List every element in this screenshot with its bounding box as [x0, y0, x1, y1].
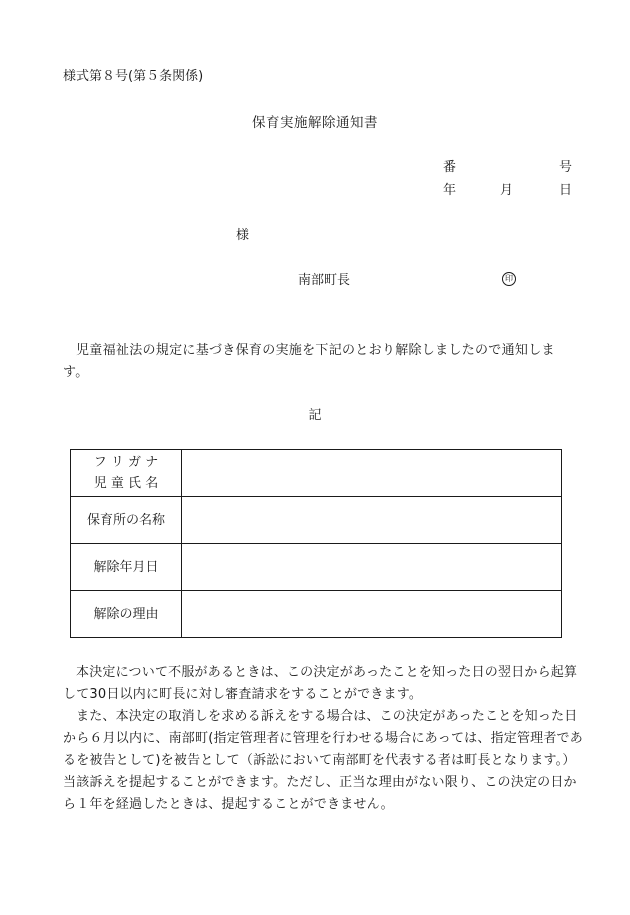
- legal-notice: [63, 662, 583, 816]
- notice-paragraph-lawsuit: また、本決定の取消しを求める訴えをする場合は、この決定があったことを知った日から６月以内に、南部町(指定管理者に管理を行わせる場合にあっては、指定管理者であるを被告として)を被告として（訴訟において南部町を代表する者は町長となります。）当該訴えを提起することができます。ただし、正当な理由がない限り、この決定の日から１年を経過したときは、提起することができません。: [63, 709, 583, 812]
- child-name-value: [182, 450, 562, 497]
- date-year-label: 年: [443, 183, 457, 198]
- cancel-date-value: [182, 544, 562, 591]
- child-name-label: 児 童 氏 名: [93, 476, 159, 491]
- document-title: 保育実施解除通知書: [252, 115, 378, 131]
- date-day-label: 日: [559, 183, 573, 198]
- table-row: [71, 544, 562, 591]
- addressee-honorific: 様: [236, 228, 250, 243]
- issuer-name: 南部町長: [298, 273, 351, 288]
- document-number-suffix: 号: [559, 160, 573, 175]
- table-row: [71, 591, 562, 638]
- cancel-date-label: 解除年月日: [71, 544, 182, 591]
- notice-paragraph-appeal: 本決定について不服があるときは、この決定があったことを知った日の翌日から起算して30日以内に町長に対し審査請求をすることができます。: [63, 665, 578, 702]
- table-row: [71, 497, 562, 544]
- date-month-label: 月: [500, 183, 514, 198]
- nursery-name-label: 保育所の名称: [71, 497, 182, 544]
- cancel-reason-label: 解除の理由: [71, 591, 182, 638]
- child-name-label-cell: [71, 450, 182, 497]
- document-number-label: 番: [443, 160, 457, 175]
- seal-mark-icon: 印: [502, 272, 516, 286]
- ki-heading: 記: [308, 408, 322, 423]
- form-number: 様式第８号(第５条関係): [63, 69, 204, 84]
- table-row: [71, 450, 562, 497]
- details-table: [70, 449, 562, 638]
- intro-paragraph: 児童福祉法の規定に基づき保育の実施を下記のとおり解除しましたので通知します。: [63, 343, 555, 380]
- nursery-name-value: [182, 497, 562, 544]
- cancel-reason-value: [182, 591, 562, 638]
- furigana-label: フ リ ガ ナ: [93, 455, 159, 470]
